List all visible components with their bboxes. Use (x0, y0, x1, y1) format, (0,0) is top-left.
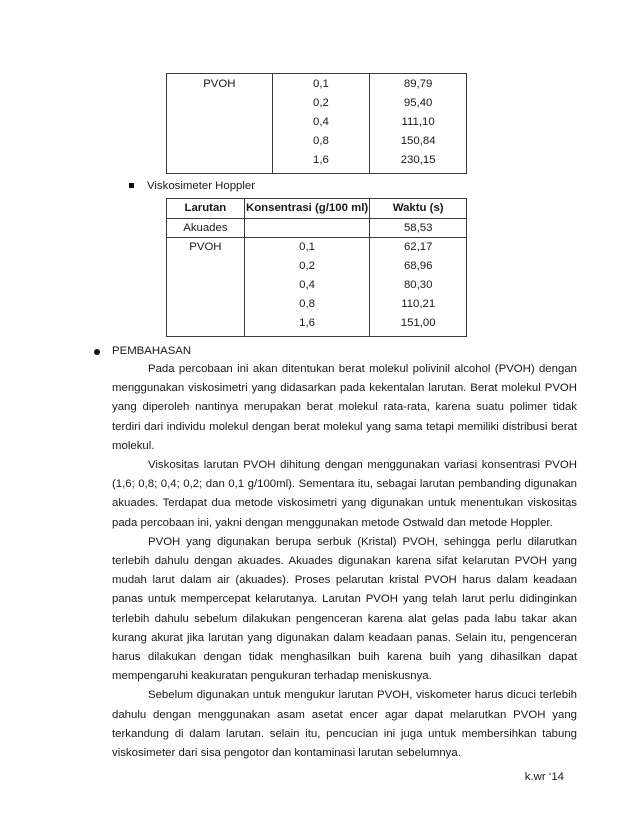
concentration-value: 0,2 (299, 260, 315, 272)
time-value: 111,10 (401, 116, 435, 128)
concentration-value: 1,6 (313, 154, 329, 166)
page-footer: k.wr ‘14 (524, 771, 564, 783)
column-header-larutan: Larutan (167, 199, 245, 219)
table-row (167, 74, 467, 174)
concentration-value: 0,8 (313, 135, 329, 147)
table-cell-konsentrasi (244, 219, 370, 238)
paragraph: Sebelum digunakan untuk mengukur larutan PVOH, viskometer harus dicuci terlebih dahulu dengan menggunakan asam asetat encer agar dapat melarutkan PVOH yang terkandung di dalam larutan. selain itu, pencucian ini juga untuk membersihkan tabung viskosimeter dari sisa pengotor dan kontaminasi larutan sebelumnya. (112, 689, 577, 760)
table-row (167, 238, 467, 337)
table-cell-larutan: PVOH (167, 74, 273, 174)
concentration-value: 0,1 (313, 78, 329, 90)
ostwald-table-continuation (166, 73, 467, 174)
concentration-value: 0,1 (299, 241, 315, 253)
square-bullet-icon (129, 183, 134, 188)
concentration-value: 1,6 (299, 317, 315, 329)
paragraph: PVOH yang digunakan berupa serbuk (Kristal) PVOH, sehingga perlu dilarutkan terlebih dahulu dengan akuades. Akuades digunakan karena sifat kelarutan PVOH yang mudah larut dalam air (akuades). Proses pelarutan kristal PVOH harus dalam keadaan panas untuk mempercepat kelarutanya. Larutan PVOH yang telah larut perlu didinginkan terlebih dahulu sebelum dilakukan pengenceran karena alat gelas pada labu takar akan kurang akurat jika larutan yang digunakan dalam keadaan panas. Selain itu, pengenceran harus dilakukan dengan tidak menghasilkan buih karena buih yang dihasilkan dapat mempengaruhi keakuratan pengukuran terhadap meniskusnya. (112, 535, 577, 683)
hoppler-table (166, 198, 467, 337)
time-value: 68,96 (403, 260, 433, 272)
time-value: 230,15 (400, 154, 436, 166)
time-value: 110,21 (401, 298, 436, 310)
concentration-value: 0,8 (299, 298, 315, 310)
time-value: 150,84 (400, 135, 436, 147)
time-value: 80,30 (403, 279, 433, 291)
discussion-body (112, 360, 577, 763)
table-cell-waktu: 58,53 (370, 219, 467, 238)
table-row (167, 219, 467, 238)
time-value: 95,40 (403, 97, 433, 109)
concentration-value: 0,4 (313, 116, 329, 128)
table-cell-waktu (370, 238, 467, 337)
section-title: PEMBAHASAN (112, 345, 192, 357)
time-value: 151,00 (400, 317, 436, 329)
table-cell-waktu (370, 74, 467, 174)
paragraph: Viskositas larutan PVOH dihitung dengan menggunakan variasi konsentrasi PVOH (1,6; 0,8; 0,4; 0,2; dan 0,1 g/100ml). Sementara itu, sebagai larutan pembanding digunakan akuades. Terdapat dua metode viskosimetri yang digunakan untuk menentukan viskositas pada percobaan ini, yakni dengan menggunakan metode Ostwald dan metode Hoppler. (112, 459, 577, 529)
paragraph: Pada percobaan ini akan ditentukan berat molekul polivinil alcohol (PVOH) dengan menggunakan viskosimetri yang didasarkan pada kekentalan larutan. Berat molekul PVOH yang diperoleh nantinya merupakan berat molekul rata-rata, karena suatu polimer tidak terdiri dari individu molekul dengan berat molekul yang sama tetapi memiliki distribusi berat molekul. (112, 363, 577, 452)
table-cell-konsentrasi (272, 74, 370, 174)
time-value: 62,17 (403, 241, 433, 253)
round-bullet-icon (94, 349, 100, 355)
concentration-value: 0,2 (313, 97, 329, 109)
column-header-konsentrasi: Konsentrasi (g/100 ml) (244, 199, 370, 219)
table-header-row (167, 199, 467, 219)
concentration-value: 0,4 (299, 279, 315, 291)
hoppler-heading: Viskosimeter Hoppler (147, 180, 256, 192)
table-cell-larutan: Akuades (167, 219, 245, 238)
time-value: 89,79 (403, 78, 433, 90)
column-header-waktu: Waktu (s) (370, 199, 467, 219)
table-cell-konsentrasi (244, 238, 370, 337)
table-cell-larutan: PVOH (167, 238, 245, 337)
